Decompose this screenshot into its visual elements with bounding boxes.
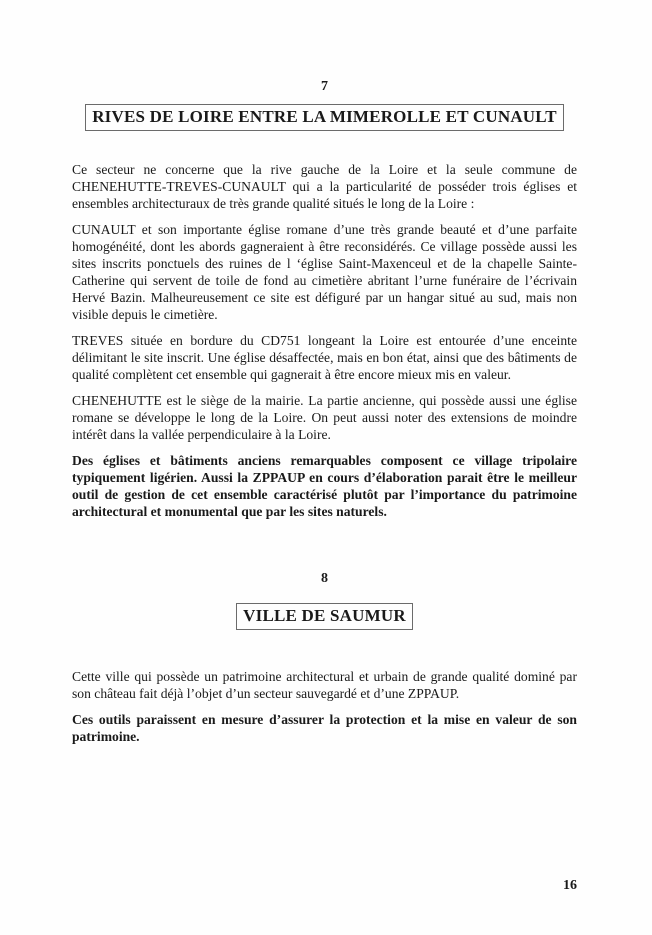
paragraph: CUNAULT et son importante église romane d’une très grande beauté et d’une parfaite homogénéité, dont les abords gagneraient à être reconsidérés. Ce village possède aussi les sites inscrits ponctuels des ruines de l ‘église Saint-Maxenceul et de la chapelle Sainte-Catherine qui servent de toile de fond au cimetière abritant l’urne funéraire de l’écrivain Hervé Bazin. Malheureusement ce site est défiguré par un hangar situé au sud, mais non visible depuis le cimetière. (72, 222, 577, 322)
section-number-8: 8 (321, 571, 328, 586)
paragraph-emphasis: Des églises et bâtiments anciens remarquables composent ce village tripolaire typiquement ligérien. Aussi la ZPPAUP en cours d’élaboration parait être le meilleur outil de gestion de cet ensemble caractérisé plutôt par l’importance du patrimoine architectural et monumental que par les sites naturels. (72, 453, 577, 519)
page-content (72, 0, 577, 754)
paragraph: CHENEHUTTE est le siège de la mairie. La partie ancienne, qui possède aussi une église romane se développe le long de la Loire. On peut aussi noter des extensions de moindre intérêt dans la vallée perpendiculaire à la Loire. (72, 393, 577, 442)
paragraph: TREVES située en bordure du CD751 longeant la Loire est entourée d’une enceinte délimitant le site inscrit. Une église désaffectée, mais en bon état, ainsi que des bâtiments de qualité complètent cet ensemble qui gagnerait à être encore mieux mis en valeur. (72, 333, 577, 382)
paragraph: Cette ville qui possède un patrimoine architectural et urbain de grande qualité dominé par son château fait déjà l’objet d’un secteur sauvegardé et d’une ZPPAUP. (72, 669, 577, 701)
paragraph-emphasis: Ces outils paraissent en mesure d’assurer la protection et la mise en valeur de son patrimoine. (72, 712, 577, 744)
paragraph: Ce secteur ne concerne que la rive gauche de la Loire et la seule commune de CHENEHUTTE-TREVES-CUNAULT qui a la particularité de posséder trois églises et ensembles architecturaux de très grande qualité situés le long de la Loire : (72, 162, 577, 211)
footer-page-number: 16 (563, 878, 577, 893)
section-title-wrap-8 (72, 603, 577, 630)
section-number-7: 7 (321, 79, 328, 94)
section-title-rives-de-loire: RIVES DE LOIRE ENTRE LA MIMEROLLE ET CUNAULT (85, 104, 564, 131)
section-title-ville-de-saumur: VILLE DE SAUMUR (236, 603, 413, 630)
section-title-wrap-7 (72, 104, 577, 131)
